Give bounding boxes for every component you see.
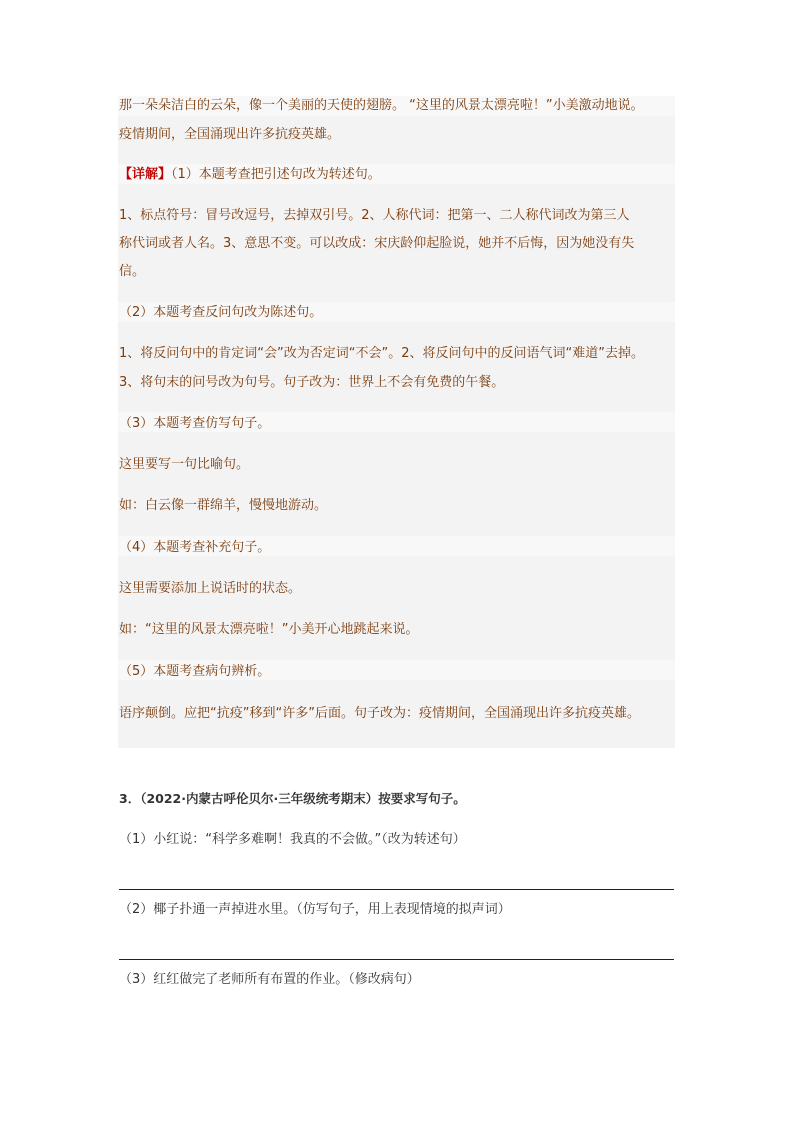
question-title: 3．（2022·内蒙古呼伦贝尔·三年级统考期末）按要求写句子。: [119, 791, 466, 806]
answer-line: 称代词或者人名。3、意思不变。可以改成：宋庆龄仰起脸说，她并不后悔，因为她没有失: [119, 236, 635, 251]
answer-line: 如：白云像一群绵羊，慢慢地游动。: [119, 498, 328, 513]
answer-line: 那一朵朵洁白的云朵，像一个美丽的天使的翅膀。 “这里的风景太漂亮啦！”小美激动地说。: [119, 98, 644, 113]
answer-line: 如：“这里的风景太漂亮啦！”小美开心地跳起来说。: [119, 622, 419, 637]
answer-line: 1、将反问句中的肯定词“会”改为否定词“不会”。2、将反问句中的反问语气词“难道”去掉。: [119, 346, 644, 361]
section-heading: （4）本题考查补充句子。: [119, 540, 271, 555]
answer-line: 这里要写一句比喻句。: [119, 457, 250, 472]
section-heading: （3）本题考查仿写句子。: [119, 416, 271, 431]
detail-text: （1）本题考查把引述句改为转述句。: [171, 167, 381, 182]
section-heading: （2）本题考查反问句改为陈述句。: [119, 305, 323, 320]
answer-line: 疫情期间，全国涌现出许多抗疫英雄。: [119, 127, 341, 142]
answer-line: 1、标点符号：冒号改逗号，去掉双引号。2、人称代词：把第一、二人称代词改为第三人: [119, 208, 630, 223]
question-item: （3）红红做完了老师所有布置的作业。（修改病句）: [119, 972, 420, 987]
question-item: （2）椰子扑通一声掉进水里。（仿写句子，用上表现情境的拟声词）: [119, 902, 511, 917]
answer-line: 语序颠倒。应把“抗疫”移到“许多”后面。句子改为：疫情期间，全国涌现出许多抗疫英雄。: [119, 706, 640, 721]
section-heading: （5）本题考查病句辨析。: [119, 664, 271, 679]
answer-blank-line[interactable]: [119, 959, 674, 960]
answer-line: 3、将句末的问号改为句号。句子改为：世界上不会有免费的午餐。: [119, 375, 505, 390]
answer-line: 这里需要添加上说话时的状态。: [119, 581, 302, 596]
answer-blank-line[interactable]: [119, 889, 674, 890]
detail-heading: [119, 165, 381, 185]
question-item: （1）小红说：“科学多难啊！我真的不会做。”（改为转述句）: [119, 832, 466, 847]
detail-tag: 【详解】: [119, 167, 172, 182]
answer-line: 信。: [119, 264, 146, 279]
